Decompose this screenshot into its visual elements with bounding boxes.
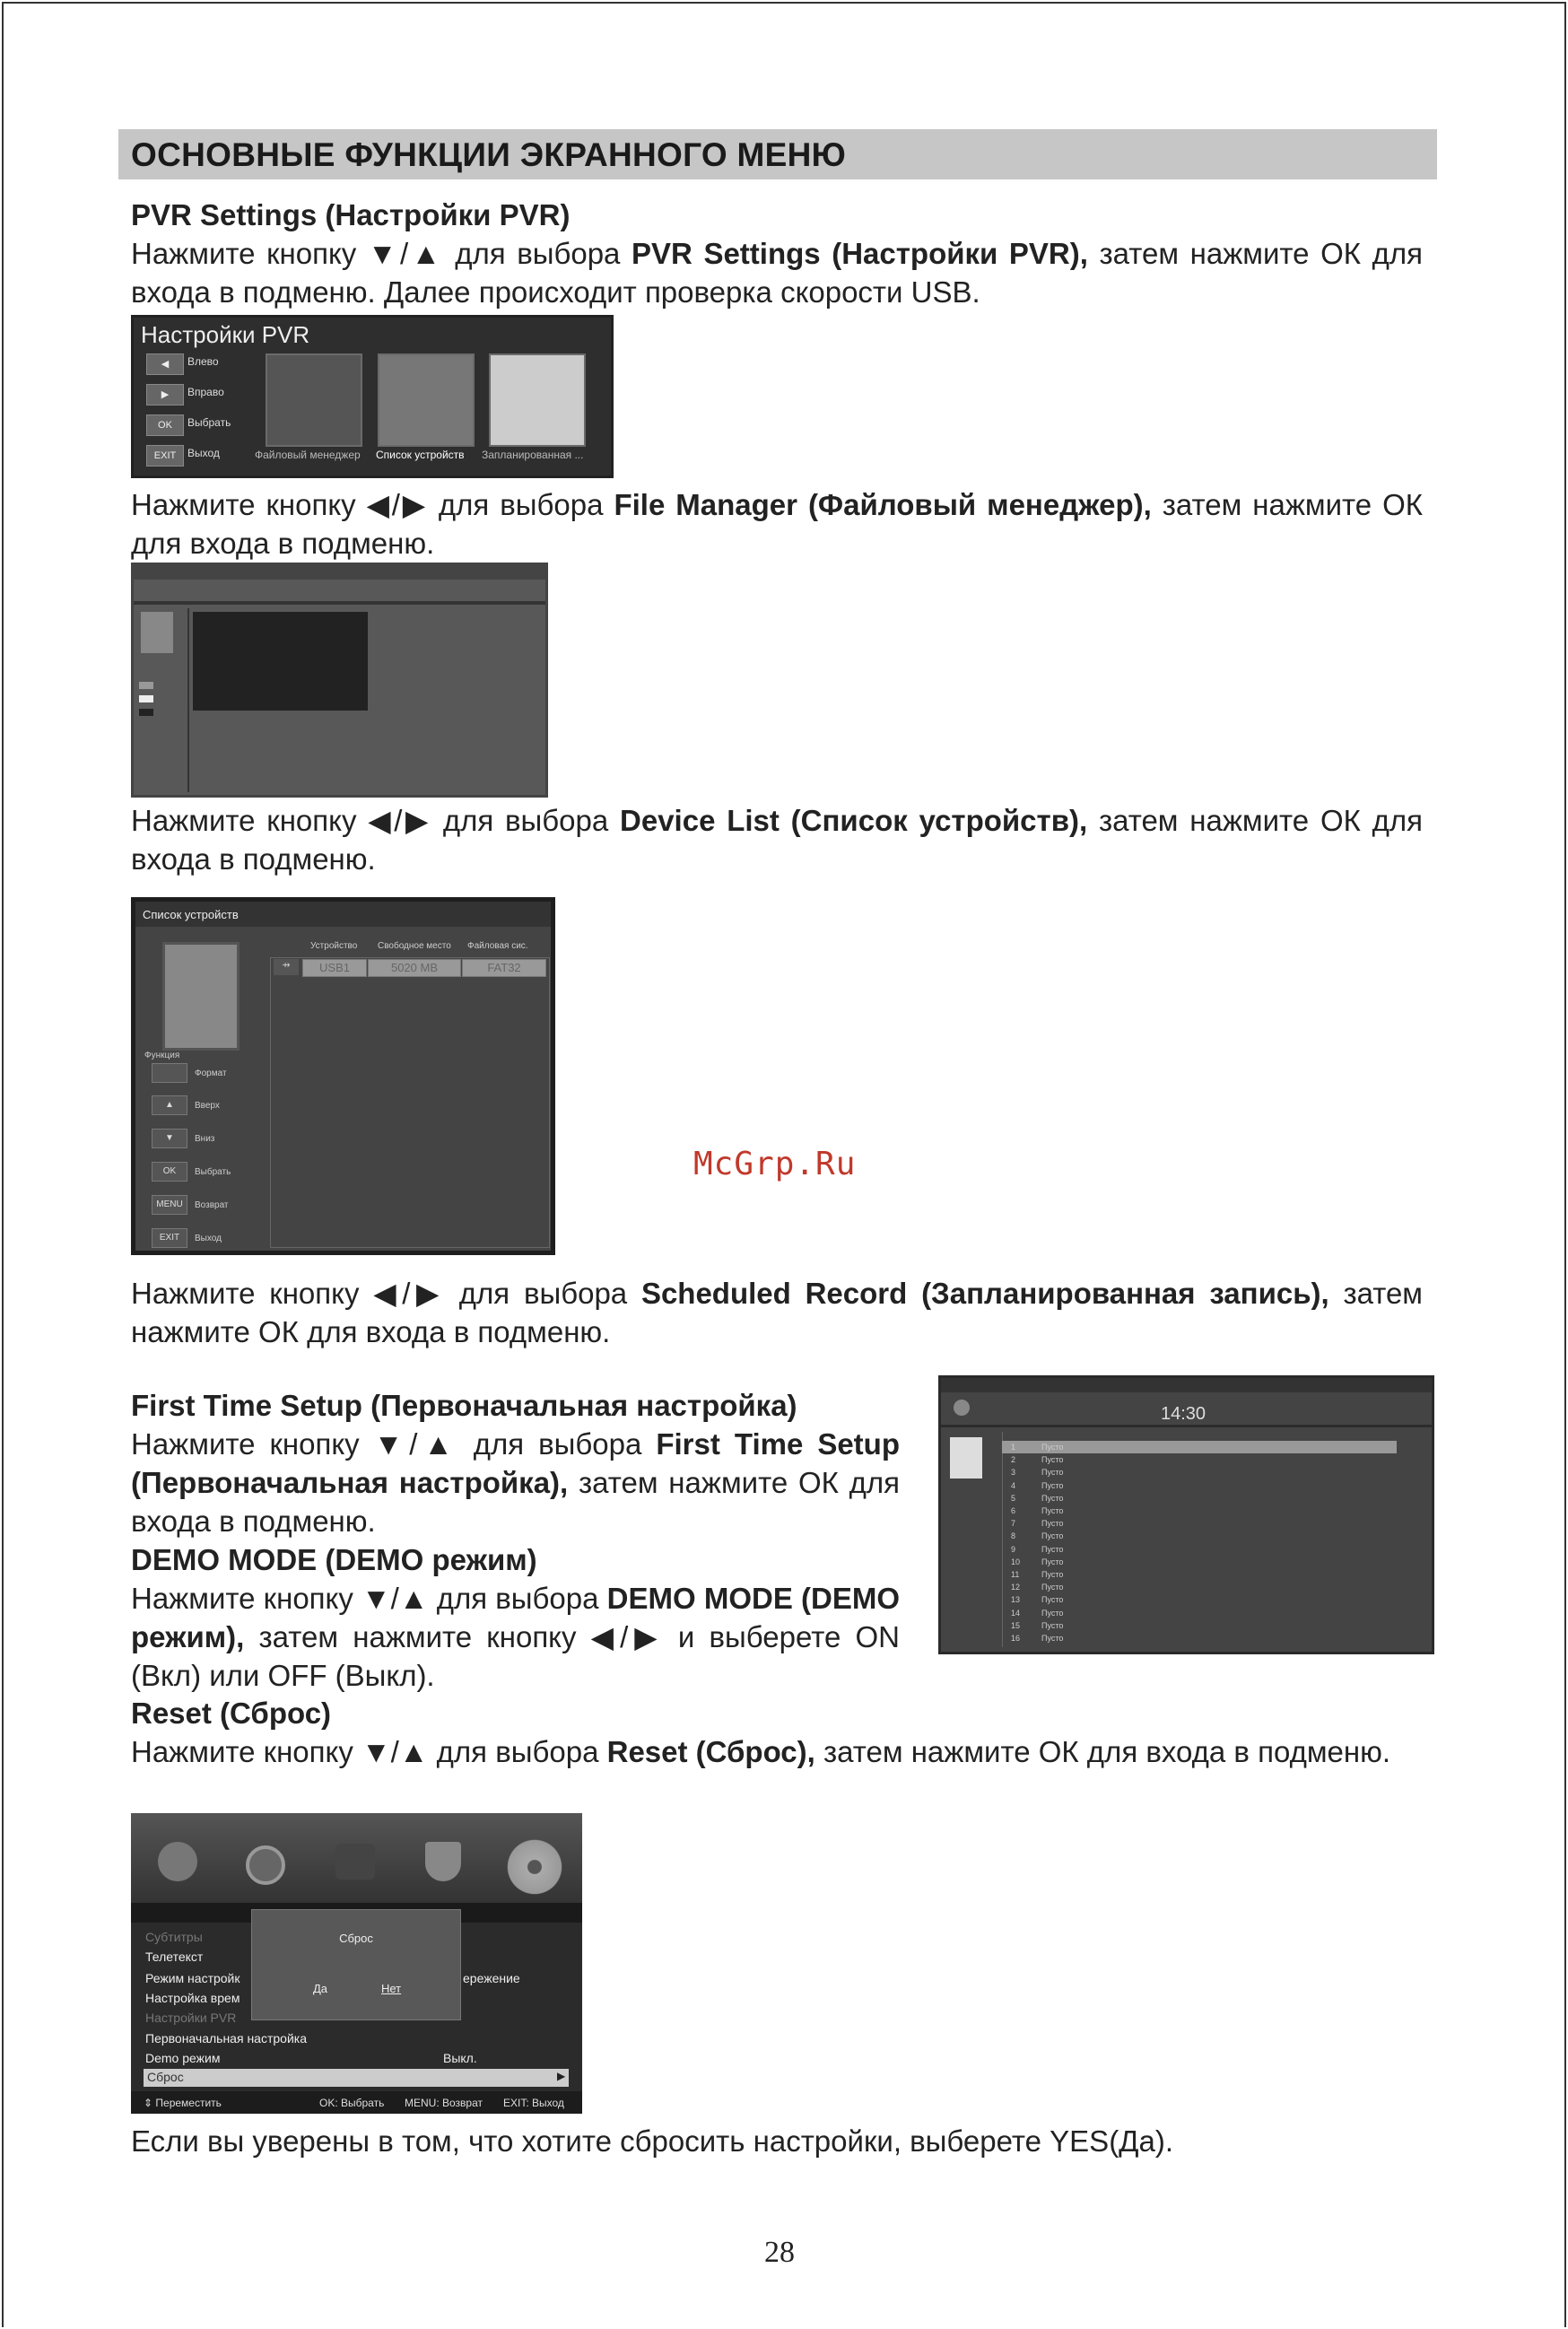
text: Нажмите кнопку ▼/▲ для выбора <box>131 1735 607 1768</box>
free-space-cell[interactable]: 5020 MB <box>368 959 461 977</box>
key-label: Вверх <box>195 1101 220 1111</box>
schedule-row-status[interactable]: Пусто <box>1041 1519 1064 1529</box>
screen-title: Настройки PVR <box>141 321 310 348</box>
pvr-settings-screenshot <box>131 315 614 478</box>
section-title: ОСНОВНЫЕ ФУНКЦИИ ЭКРАННОГО МЕНЮ <box>131 136 847 173</box>
device-list-text <box>131 801 1423 878</box>
footer-move: ⇕ Переместить <box>144 2097 222 2109</box>
key-label: Выход <box>187 447 220 459</box>
divider <box>1002 1432 1003 1647</box>
color-key-icon <box>139 709 153 716</box>
text-bold: File Manager (Файловый менеджер), <box>614 488 1152 521</box>
first-time-section <box>131 1386 900 1695</box>
color-key-icon <box>139 682 153 689</box>
menu-key-icon: MENU <box>152 1195 187 1215</box>
divider <box>941 1425 1432 1427</box>
schedule-row-number: 4 <box>1011 1480 1016 1490</box>
device-list-screenshot <box>131 897 555 1255</box>
calendar-icon <box>489 353 586 447</box>
schedule-row-status[interactable]: Пусто <box>1041 1480 1064 1490</box>
text: Нажмите кнопку ◀/▶ для выбора <box>131 804 621 837</box>
schedule-row-number: 5 <box>1011 1493 1016 1503</box>
up-key-icon: ▲ <box>152 1095 187 1115</box>
down-key-icon: ▼ <box>152 1129 187 1148</box>
file-manager-screenshot <box>131 563 548 798</box>
text: затем нажмите ОК для входа в подменю. <box>131 1466 900 1538</box>
menu-item-subtitles[interactable]: Субтитры <box>145 1930 203 1944</box>
column-header: Устройство <box>310 941 358 951</box>
pvr-section <box>131 196 1423 311</box>
schedule-row-status[interactable]: Пусто <box>1041 1455 1064 1465</box>
schedule-row-status[interactable]: Пусто <box>1041 1634 1064 1643</box>
reset-dialog <box>251 1909 461 2020</box>
schedule-row-status[interactable]: Пусто <box>1041 1493 1064 1503</box>
schedule-row-number: 14 <box>1011 1608 1021 1618</box>
schedule-row-number: 8 <box>1011 1531 1016 1541</box>
key-label: Вниз <box>195 1134 215 1144</box>
title-bar <box>134 565 545 580</box>
title-bar <box>941 1378 1432 1392</box>
schedule-row-number: 6 <box>1011 1506 1016 1515</box>
scheduled-text <box>131 1274 1423 1351</box>
first-time-heading: First Time Setup (Первоначальная настройка) <box>131 1389 797 1422</box>
exit-key-icon: EXIT <box>152 1228 187 1248</box>
text: затем нажмите ОК для входа в подменю. Далее происходит проверка скорости USB. <box>131 237 1423 309</box>
footer-ok: OK: Выбрать <box>319 2097 385 2109</box>
hard-disk-icon <box>162 942 240 1051</box>
text-bold: DEMO MODE (DEMO режим), <box>131 1582 900 1653</box>
text: Нажмите кнопку ◀/▶ для выбора <box>131 488 614 521</box>
right-key-icon: ▶ <box>146 384 184 406</box>
text-bold: Reset (Сброс), <box>606 1735 815 1768</box>
footer-menu: MENU: Возврат <box>405 2097 483 2109</box>
schedule-row-number: 3 <box>1011 1468 1016 1478</box>
calendar-icon <box>950 1437 982 1479</box>
current-time: 14:30 <box>1161 1404 1206 1424</box>
format-key-icon <box>152 1063 187 1083</box>
schedule-row-number: 15 <box>1011 1620 1021 1630</box>
menu-item-pvr-settings[interactable]: Настройки PVR <box>145 2011 237 2025</box>
text-bold: Device List (Список устройств), <box>620 804 1088 837</box>
sound-icon <box>246 1845 285 1885</box>
text-bold: First Time Setup (Первоначальная настройка), <box>131 1427 900 1499</box>
divider <box>187 608 189 792</box>
menu-item-time-setup[interactable]: Настройка врем <box>145 1991 240 2005</box>
schedule-row-number: 10 <box>1011 1557 1021 1566</box>
yes-button[interactable]: Да <box>313 1982 328 1995</box>
key-label: Выход <box>195 1234 222 1243</box>
key-label: Выбрать <box>195 1167 231 1177</box>
file-manager-text <box>131 485 1423 563</box>
menu-item-first-time-setup[interactable]: Первоначальная настройка <box>145 2031 307 2046</box>
key-label: Формат <box>195 1069 227 1078</box>
column-header: Файловая сис. <box>467 941 528 951</box>
tile-label: Файловый менеджер <box>255 449 361 461</box>
text: затем нажмите ОК для входа в подменю. <box>814 1735 1391 1768</box>
ok-key-icon: OK <box>152 1162 187 1182</box>
dialog-title: Сброс <box>339 1932 373 1945</box>
final-text: Если вы уверены в том, что хотите сбросить настройки, выберете YES(Да). <box>131 2124 1174 2158</box>
menu-item-demo-mode[interactable]: Demo режим <box>145 2051 221 2065</box>
schedule-row-number: 11 <box>1011 1570 1020 1579</box>
menu-item-reset[interactable]: Сброс <box>147 2070 184 2084</box>
schedule-row-status[interactable]: Пусто <box>1041 1531 1064 1541</box>
column-header: Свободное место <box>378 941 451 951</box>
divider <box>134 601 545 605</box>
usb-icon: ⇸ <box>274 959 299 975</box>
scheduled-record-screenshot <box>938 1375 1434 1654</box>
schedule-row-status[interactable]: Пусто <box>1041 1443 1064 1452</box>
text: Нажмите кнопку ◀/▶ для выбора <box>131 1277 641 1310</box>
preview-window <box>193 612 368 711</box>
ok-key-icon: OK <box>146 414 184 436</box>
schedule-row-status[interactable]: Пусто <box>1041 1544 1064 1554</box>
watermark: McGrp.Ru <box>693 1146 857 1182</box>
menu-value: ережение <box>463 1971 520 1985</box>
device-table <box>270 957 550 1248</box>
schedule-row-status[interactable]: Пусто <box>1041 1608 1064 1618</box>
text: затем нажмите кнопку ◀/▶ и выберете ON (Вкл) или OFF (Выкл). <box>131 1620 900 1692</box>
file-manager-icon <box>266 353 362 447</box>
schedule-row-number: 9 <box>1011 1544 1016 1554</box>
screen-title: Список устройств <box>143 908 239 921</box>
text: затем нажмите ОК для входа в подменю. <box>131 488 1423 560</box>
reset-section <box>131 1694 1423 1771</box>
key-label: Возврат <box>195 1200 229 1210</box>
schedule-row-status[interactable]: Пусто <box>1041 1506 1064 1515</box>
exit-key-icon: EXIT <box>146 445 184 467</box>
schedule-row-status[interactable]: Пусто <box>1041 1620 1064 1630</box>
function-label: Функция <box>144 1051 180 1060</box>
schedule-row-number: 16 <box>1011 1634 1021 1643</box>
reset-screenshot <box>131 1813 582 2114</box>
schedule-row-status[interactable]: Пусто <box>1041 1557 1064 1566</box>
key-label: Выбрать <box>187 416 231 429</box>
schedule-row-number: 1 <box>1011 1443 1016 1452</box>
schedule-row-number: 7 <box>1011 1519 1016 1529</box>
section-header <box>118 129 1437 179</box>
schedule-row-status[interactable]: Пусто <box>1041 1583 1064 1592</box>
text: затем нажмите ОК для входа в подменю. <box>131 1277 1423 1348</box>
page-number: 28 <box>764 2236 795 2269</box>
text: затем нажмите ОК для входа в подменю. <box>131 804 1424 876</box>
schedule-row-number: 2 <box>1011 1455 1016 1465</box>
filesystem-cell[interactable]: FAT32 <box>462 959 546 977</box>
demo-mode-value: Выкл. <box>443 2051 477 2065</box>
device-cell[interactable]: USB1 <box>302 959 367 977</box>
clock-icon <box>954 1400 970 1416</box>
footer-exit: EXIT: Выход <box>503 2097 564 2109</box>
text-bold: Scheduled Record (Запланированная запись), <box>640 1277 1329 1310</box>
tile-label: Запланированная ... <box>482 449 584 461</box>
color-key-icon <box>139 695 153 702</box>
lock-icon <box>425 1842 461 1881</box>
file-manager-icon <box>141 612 173 653</box>
left-key-icon: ◀ <box>146 353 184 375</box>
pvr-heading: PVR Settings (Настройки PVR) <box>131 198 571 231</box>
chevron-right-icon: ▶ <box>557 2070 566 2082</box>
text: Нажмите кнопку ▼/▲ для выбора <box>131 1427 657 1461</box>
demo-heading: DEMO MODE (DEMO режим) <box>131 1543 537 1576</box>
reset-heading: Reset (Сброс) <box>131 1697 332 1730</box>
settings-gear-icon <box>503 1836 566 1898</box>
schedule-row-status[interactable]: Пусто <box>1041 1570 1064 1579</box>
key-label: Вправо <box>187 386 224 398</box>
text: Нажмите кнопку ▼/▲ для выбора <box>131 1582 607 1615</box>
menu-item-reset-selected[interactable] <box>144 2069 569 2087</box>
tile-label-selected: Список устройств <box>376 449 465 461</box>
no-button[interactable]: Нет <box>381 1982 402 1995</box>
menu-item-setup-mode[interactable]: Режим настройк <box>145 1971 240 1985</box>
schedule-row-status[interactable]: Пусто <box>1041 1595 1064 1605</box>
picture-icon <box>158 1842 197 1881</box>
channel-icon <box>335 1844 375 1880</box>
menu-item-teletext[interactable]: Телетекст <box>145 1950 204 1964</box>
schedule-row-status[interactable]: Пусто <box>1041 1468 1064 1478</box>
key-label: Влево <box>187 355 219 368</box>
text: Нажмите кнопку ▼/▲ для выбора <box>131 237 632 270</box>
hard-disk-icon <box>378 353 475 447</box>
text-bold: PVR Settings (Настройки PVR), <box>632 237 1088 270</box>
schedule-row-number: 13 <box>1011 1595 1021 1605</box>
schedule-row-number: 12 <box>1011 1583 1021 1592</box>
